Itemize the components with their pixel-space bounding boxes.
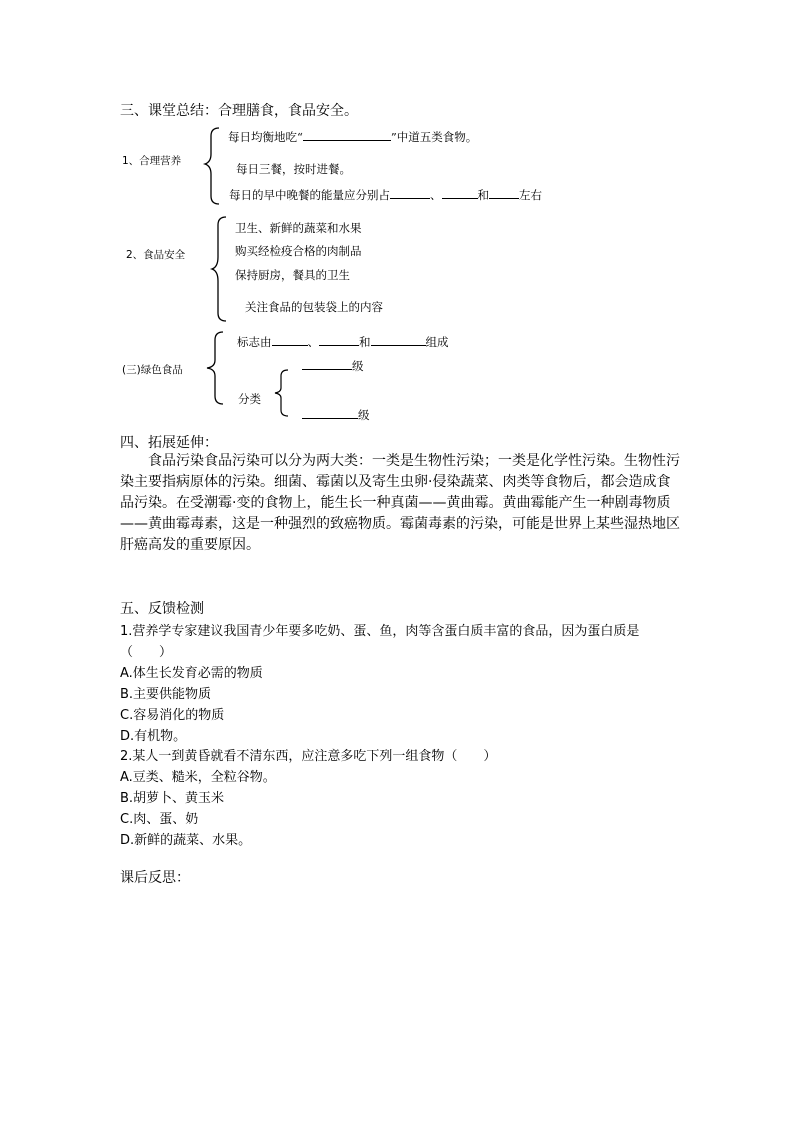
extension-paragraph-line: 食品污染食品污染可以分为两大类：一类是生物性污染；一类是化学性污染。生物性污	[148, 453, 680, 469]
answer-blank[interactable]	[390, 186, 430, 199]
question-2-option[interactable]: D.新鲜的蔬菜、水果。	[120, 833, 252, 848]
question-1-option[interactable]: A.体生长发育必需的物质	[120, 666, 263, 681]
nutrition-line-3: 每日的早中晚餐的能量应分别占 、 和 左右	[229, 188, 542, 202]
food-safety-item: 保持厨房，餐具的卫生	[235, 268, 350, 282]
grade-line-1: 级	[302, 357, 364, 374]
extension-paragraph-line: 品污染。在受潮霉·变的食物上，能生长一种真菌——黄曲霉。黄曲霉能产生一种剧毒物质	[120, 495, 671, 511]
green-food-brace	[207, 330, 229, 406]
answer-blank[interactable]	[319, 333, 359, 346]
question-1: 1.营养学专家建议我国青少年要多吃奶、蛋、鱼，肉等含蛋白质丰富的食品，因为蛋白质是	[120, 624, 640, 639]
answer-blank[interactable]	[302, 357, 352, 370]
question-2-option[interactable]: A.豆类、糙米，全粒谷物。	[120, 770, 276, 785]
nutrition-line-2: 每日三餐，按时进餐。	[236, 162, 351, 176]
answer-blank[interactable]	[302, 406, 358, 419]
extension-paragraph-line: ——黄曲霉毒素，这是一种强烈的致癌物质。霉菌毒素的污染，可能是世界上某些湿热地区	[120, 516, 680, 532]
nutrition-brace	[205, 126, 225, 206]
question-2: 2.某人一到黄昏就看不清东西，应注意多吃下列一组食物（ ）	[120, 749, 497, 764]
nutrition-line-1: 每日均衡地吃“ ”中道五类食物。	[228, 130, 478, 144]
green-food-logo-line: 标志由 、 和 组成	[237, 335, 449, 349]
answer-blank[interactable]	[303, 128, 391, 141]
green-food-label: (三)绿色食品	[122, 364, 183, 376]
extension-paragraph-line: 肝癌高发的重要原因。	[120, 537, 260, 553]
food-safety-item: 购买经检疫合格的肉制品	[235, 244, 362, 258]
nutrition-label: 1、合理营养	[122, 155, 182, 167]
section5-heading: 五、反馈检测	[120, 601, 204, 617]
question-1-option[interactable]: D.有机物。	[120, 729, 187, 744]
food-safety-brace	[212, 215, 232, 323]
food-safety-item: 卫生、新鲜的蔬菜和水果	[235, 221, 362, 235]
question-1-option[interactable]: B.主要供能物质	[120, 687, 212, 702]
food-safety-label: 2、食品安全	[126, 249, 186, 261]
answer-blank[interactable]	[442, 186, 478, 199]
extension-paragraph-line: 染主要指病原体的污染。细菌、霉菌以及寄生虫卵·侵染蔬菜、肉类等食物后，都会造成食	[120, 474, 671, 490]
grade-line-2: 级	[302, 406, 370, 423]
answer-blank[interactable]	[489, 186, 519, 199]
answer-blank[interactable]	[371, 333, 426, 346]
section4-heading: 四、拓展延伸：	[120, 435, 218, 451]
classification-brace	[274, 368, 292, 418]
answer-blank[interactable]	[272, 333, 308, 346]
question-1-answer-paren[interactable]: （ ）	[120, 645, 173, 660]
classification-label: 分类	[238, 392, 261, 406]
food-safety-item: 关注食品的包装袋上的内容	[245, 300, 383, 314]
question-1-option[interactable]: C.容易消化的物质	[120, 708, 225, 723]
section3-heading: 三、课堂总结：合理膳食，食品安全。	[120, 103, 358, 119]
reflection-label: 课后反思：	[120, 870, 190, 886]
question-2-option[interactable]: C.肉、蛋、奶	[120, 812, 199, 827]
question-2-option[interactable]: B.胡萝卜、黄玉米	[120, 791, 225, 806]
